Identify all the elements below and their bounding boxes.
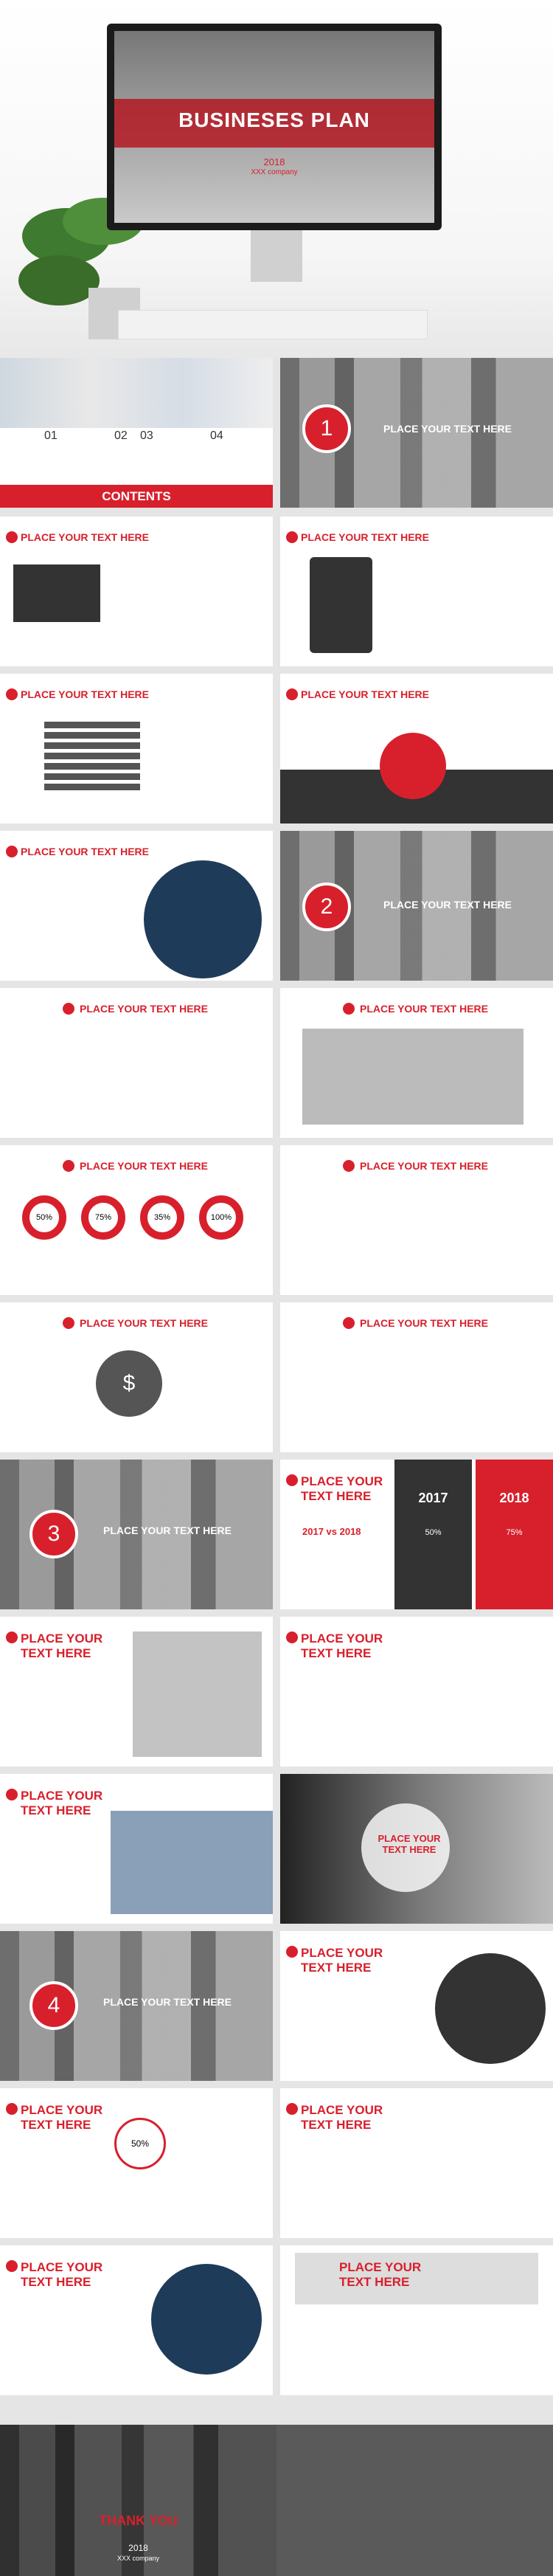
slide-title-14: PLACE YOUR TEXT HERE xyxy=(21,1631,103,1660)
thank-you-slide xyxy=(0,2425,276,2576)
footer-company: XXX company xyxy=(116,2555,160,2562)
slide-dot xyxy=(286,1946,298,1958)
pct-right: 75% xyxy=(506,1528,523,1537)
section-number-2: 2 xyxy=(302,883,351,931)
slide-dot xyxy=(63,1317,74,1329)
slide-title-8: PLACE YOUR TEXT HERE xyxy=(360,1003,488,1015)
slide-13 xyxy=(280,1460,553,1609)
slide-dot xyxy=(286,2103,298,2115)
cover-title: BUSINESES PLAN xyxy=(178,108,370,131)
slide-12 xyxy=(280,1302,553,1452)
cover-year: 2018 xyxy=(263,156,285,168)
slide-8 xyxy=(280,988,553,1138)
slide-17 xyxy=(280,1774,553,1924)
contents-number-3: 03 xyxy=(140,429,153,442)
slide-title-22: PLACE YOUR TEXT HERE xyxy=(339,2260,422,2289)
ring-3: 35% xyxy=(140,1195,184,1240)
section-slide-2 xyxy=(280,831,553,981)
world-map xyxy=(302,1029,524,1125)
monitor-image xyxy=(13,564,100,622)
contents-slide xyxy=(0,358,273,508)
slide-title-4: PLACE YOUR TEXT HERE xyxy=(21,688,149,700)
slide-dot xyxy=(286,1631,298,1643)
section-number-1: 1 xyxy=(302,404,351,453)
slide-title-3: PLACE YOUR TEXT HERE xyxy=(301,531,429,543)
slide-dot xyxy=(6,2103,18,2115)
ring-2: 75% xyxy=(81,1195,125,1240)
slide-4 xyxy=(0,674,273,823)
year-left: 2017 xyxy=(418,1491,448,1505)
slide-title-18: PLACE YOUR TEXT HERE xyxy=(301,1946,383,1975)
year-panel-right xyxy=(476,1460,553,1609)
handshake-photo xyxy=(111,1811,273,1914)
monitor xyxy=(107,24,442,230)
ring-4: 100% xyxy=(199,1195,243,1240)
slide-dot xyxy=(6,2260,18,2272)
contents-number-2: 02 xyxy=(114,429,128,442)
slide-title-9: PLACE YOUR TEXT HERE xyxy=(80,1160,208,1172)
thank-you-text: THANK YOU xyxy=(99,2513,178,2528)
silhouettes-bg xyxy=(0,2425,276,2576)
slide-title-2: PLACE YOUR TEXT HERE xyxy=(21,531,149,543)
empty-panel xyxy=(276,2425,553,2576)
contents-number-4: 04 xyxy=(210,429,223,442)
slide-title-10: PLACE YOUR TEXT HERE xyxy=(360,1160,488,1172)
slide-dot xyxy=(343,1317,355,1329)
center-circle xyxy=(380,733,446,799)
section-text-2: PLACE YOUR TEXT HERE xyxy=(383,899,512,911)
photo-circle xyxy=(435,1953,546,2064)
section-text-3: PLACE YOUR TEXT HERE xyxy=(103,1524,232,1536)
slide-14 xyxy=(0,1617,273,1767)
bar-chart-placeholder xyxy=(44,722,140,792)
monitor-screen xyxy=(114,31,434,223)
section-slide-3 xyxy=(0,1460,273,1609)
footer-year: 2018 xyxy=(128,2543,148,2553)
contents-bar: CONTENTS xyxy=(0,485,273,508)
monitor-stand xyxy=(251,230,302,282)
slide-dot xyxy=(6,1631,18,1643)
slide-6 xyxy=(0,831,273,981)
slide-title-12: PLACE YOUR TEXT HERE xyxy=(360,1317,488,1329)
slide-dot xyxy=(286,688,298,700)
slide-7 xyxy=(0,988,273,1138)
slide-18 xyxy=(280,1931,553,2081)
slide-dot xyxy=(286,531,298,543)
section-number-3: 3 xyxy=(29,1510,78,1558)
photo-circle xyxy=(151,2264,262,2375)
comparison-vs: 2017 vs 2018 xyxy=(302,1526,361,1537)
slide-title-17: PLACE YOUR TEXT HERE xyxy=(378,1833,441,1855)
slide-title-11: PLACE YOUR TEXT HERE xyxy=(80,1317,208,1329)
slide-21 xyxy=(0,2245,273,2395)
section-text-4: PLACE YOUR TEXT HERE xyxy=(103,1996,232,2008)
slide-title-6: PLACE YOUR TEXT HERE xyxy=(21,846,149,857)
section-number-4: 4 xyxy=(29,1981,78,2030)
slide-title-15: PLACE YOUR TEXT HERE xyxy=(301,1631,383,1660)
slide-title-20: PLACE YOUR TEXT HERE xyxy=(301,2103,383,2132)
slide-3 xyxy=(280,517,553,666)
slide-title-21: PLACE YOUR TEXT HERE xyxy=(21,2260,103,2289)
slide-dot xyxy=(63,1003,74,1015)
slide-title-16: PLACE YOUR TEXT HERE xyxy=(21,1789,103,1817)
year-panel-left xyxy=(394,1460,472,1609)
slide-title-13: PLACE YOUR TEXT HERE xyxy=(301,1474,383,1503)
slide-20 xyxy=(280,2088,553,2238)
slide-16 xyxy=(0,1774,273,1924)
cover-company: XXX company xyxy=(251,168,298,176)
slide-22 xyxy=(280,2245,553,2395)
slide-dot xyxy=(63,1160,74,1172)
year-right: 2018 xyxy=(499,1491,529,1505)
slide-title-7: PLACE YOUR TEXT HERE xyxy=(80,1003,208,1015)
slide-19 xyxy=(0,2088,273,2238)
contents-photos xyxy=(0,358,273,428)
slide-9 xyxy=(0,1145,273,1295)
ring-1: 50% xyxy=(22,1195,66,1240)
slide-dot xyxy=(6,1789,18,1800)
section-slide-4 xyxy=(0,1931,273,2081)
slide-10 xyxy=(280,1145,553,1295)
dollar-icon: $ xyxy=(96,1350,162,1417)
section-text-1: PLACE YOUR TEXT HERE xyxy=(383,423,512,435)
slide-2 xyxy=(0,517,273,666)
slide-title-5: PLACE YOUR TEXT HERE xyxy=(301,688,429,700)
slide-dot xyxy=(286,1474,298,1486)
slide-title-19: PLACE YOUR TEXT HERE xyxy=(21,2103,103,2132)
photo-circle xyxy=(144,860,262,978)
keyboard xyxy=(118,310,428,339)
slide-11 xyxy=(0,1302,273,1452)
slide-dot xyxy=(343,1003,355,1015)
slide-5 xyxy=(280,674,553,823)
pct-left: 50% xyxy=(425,1528,442,1537)
pct-circle: 50% xyxy=(114,2118,166,2169)
photo-grid xyxy=(133,1631,262,1757)
slide-dot xyxy=(343,1160,355,1172)
slide-dot xyxy=(6,846,18,857)
tablet-image xyxy=(310,557,372,653)
slide-15 xyxy=(280,1617,553,1767)
slide-dot xyxy=(6,531,18,543)
slide-dot xyxy=(6,688,18,700)
cover-slide xyxy=(0,0,553,358)
section-slide-1 xyxy=(280,358,553,508)
contents-number-1: 01 xyxy=(44,429,58,442)
